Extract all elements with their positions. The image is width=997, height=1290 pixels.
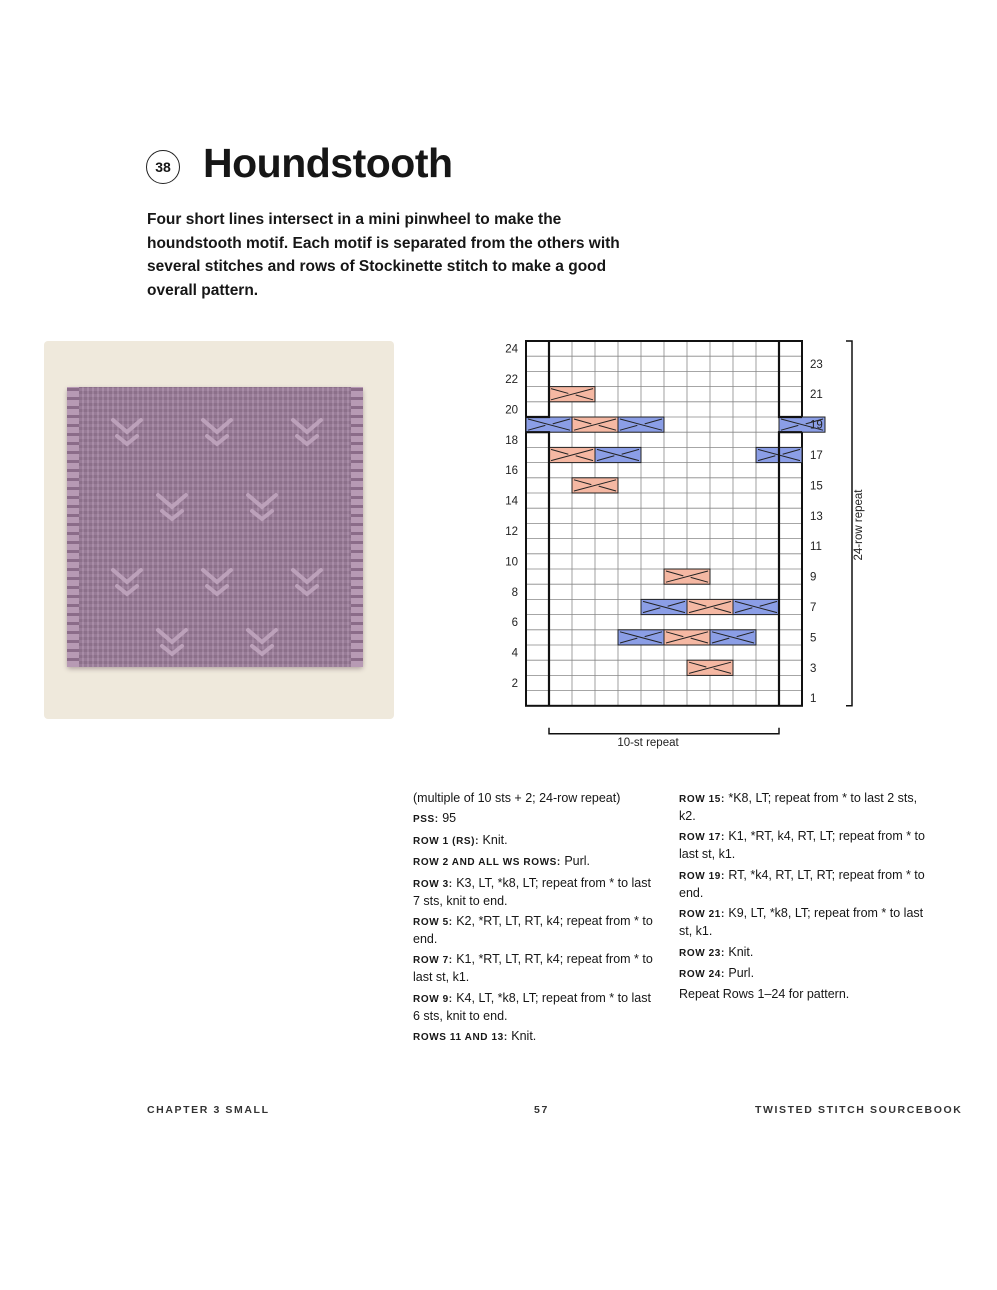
instruction-label: ROW 15:	[679, 794, 725, 805]
instruction-label: ROW 24:	[679, 968, 725, 980]
instruction-text: *K8, LT; repeat from * to last 2 sts, k2.	[679, 791, 918, 823]
instruction-text: Knit.	[511, 1029, 537, 1044]
instruction-line	[413, 1028, 658, 1046]
row-number-right: 13	[810, 510, 823, 523]
swatch-motif	[203, 420, 231, 432]
horizontal-repeat-label: 10-st repeat	[617, 737, 679, 749]
instruction-line	[679, 790, 929, 825]
swatch-motifs	[67, 387, 363, 667]
vertical-repeat-label: 24-row repeat	[853, 489, 865, 561]
swatch-motif	[113, 570, 141, 582]
instruction-label: ROW 23:	[679, 947, 725, 959]
footer-book-title: TWISTED STITCH SOURCEBOOK	[755, 1104, 963, 1116]
instruction-line	[679, 905, 929, 940]
right-twist-symbol	[526, 417, 572, 432]
page-title: Houndstooth	[203, 140, 453, 186]
instruction-line	[413, 832, 658, 850]
instruction-label: ROW 19:	[679, 870, 725, 882]
swatch-motif	[117, 586, 137, 594]
swatch-motif	[248, 495, 276, 507]
right-twist-symbol	[595, 447, 641, 462]
instruction-text: Knit.	[728, 944, 754, 959]
footer-page-number: 57	[534, 1104, 549, 1116]
instruction-text: RT, *k4, RT, LT, RT; repeat from * to end.	[679, 867, 925, 900]
swatch-motif	[252, 511, 272, 519]
swatch-motif	[293, 420, 321, 432]
instruction-text: K2, *RT, LT, RT, k4; repeat from * to end.	[413, 913, 653, 946]
instruction-label: ROW 3:	[413, 878, 453, 890]
pattern-number-badge	[146, 150, 180, 184]
swatch-motif	[162, 511, 182, 519]
instruction-text: (multiple of 10 sts + 2; 24-row repeat)	[413, 791, 621, 805]
row-number-right: 7	[810, 602, 817, 614]
row-number-left: 14	[505, 495, 518, 508]
instruction-text: K1, *RT, k4, RT, LT; repeat from * to last st, k1.	[679, 829, 925, 862]
left-twist-symbol	[664, 630, 710, 645]
instruction-text: Purl.	[564, 854, 591, 869]
row-number-left: 6	[511, 617, 518, 630]
instruction-line	[679, 986, 929, 1003]
swatch-photo	[44, 341, 394, 719]
left-twist-symbol	[572, 478, 618, 493]
left-twist-symbol	[664, 569, 710, 584]
row-number-left: 12	[505, 526, 518, 538]
instruction-line	[413, 951, 658, 986]
instruction-label: ROW 1 (RS):	[413, 835, 480, 847]
row-number-right: 9	[810, 571, 817, 584]
instruction-label: ROW 2 AND ALL WS ROWS:	[413, 857, 561, 869]
row-number-right: 5	[810, 632, 817, 645]
swatch-motif	[252, 646, 272, 654]
instruction-text: Knit.	[482, 832, 508, 847]
row-number-right: 19	[810, 419, 823, 432]
right-twist-symbol	[618, 417, 664, 432]
swatch-motif	[248, 630, 276, 642]
swatch-motif	[113, 420, 141, 432]
left-twist-symbol	[549, 387, 595, 402]
right-twist-symbol	[710, 630, 756, 645]
row-number-right: 15	[810, 480, 823, 493]
instruction-text: Repeat Rows 1–24 for pattern.	[679, 987, 850, 1002]
instruction-line	[679, 944, 929, 962]
left-twist-symbol	[687, 599, 733, 614]
row-number-left: 16	[505, 465, 518, 478]
right-twist-symbol	[733, 599, 779, 614]
intro-paragraph: Four short lines intersect in a mini pinwheel to make the houndstooth motif. Each motif is separated from the others with several stitches and rows of Stockinette stitch to make a good overall pattern.	[147, 211, 620, 299]
swatch-motif	[207, 436, 227, 444]
swatch-motif	[297, 436, 317, 444]
right-twist-symbol	[641, 599, 687, 614]
swatch-motif	[117, 436, 137, 444]
instruction-label: ROW 21:	[679, 909, 725, 921]
row-number-left: 20	[505, 404, 518, 417]
instructions-column-2	[679, 790, 929, 1007]
row-number-right: 23	[810, 358, 823, 371]
instruction-label: PSS:	[413, 814, 439, 826]
instruction-label: ROW 17:	[679, 832, 725, 844]
swatch-motif	[297, 586, 317, 594]
horizontal-repeat-bracket	[549, 728, 779, 734]
stitch-chart	[490, 330, 870, 755]
row-number-right: 17	[810, 450, 823, 462]
instructions-column-1	[413, 790, 658, 1050]
instruction-text: Purl.	[728, 965, 755, 980]
row-number-right: 3	[810, 662, 817, 675]
knitted-swatch	[67, 387, 363, 667]
instruction-line	[679, 867, 929, 902]
instruction-text: K9, LT, *k8, LT; repeat from * to last st, k1.	[679, 906, 924, 939]
instruction-label: ROW 5:	[413, 916, 453, 928]
swatch-motif	[158, 630, 186, 642]
row-number-left: 2	[511, 678, 518, 690]
instruction-label: ROWS 11 AND 13:	[413, 1032, 508, 1044]
swatch-motif	[203, 570, 231, 582]
swatch-motif	[158, 495, 186, 507]
row-number-right: 1	[810, 693, 817, 706]
instruction-label: ROW 9:	[413, 993, 453, 1005]
row-number-left: 10	[505, 556, 518, 569]
footer-chapter: CHAPTER 3 SMALL	[147, 1104, 270, 1116]
instruction-line	[679, 828, 929, 863]
left-twist-symbol	[549, 447, 595, 462]
instruction-text: K4, LT, *k8, LT; repeat from * to last 6 sts, knit to end.	[413, 990, 651, 1023]
right-twist-symbol	[618, 630, 664, 645]
instruction-label: ROW 7:	[413, 955, 453, 967]
instruction-line	[413, 810, 658, 828]
row-number-left: 24	[505, 343, 518, 356]
instruction-text: K3, LT, *k8, LT; repeat from * to last 7 sts, knit to end.	[413, 875, 651, 908]
row-number-left: 8	[511, 586, 518, 599]
row-number-right: 11	[810, 541, 822, 554]
row-number-left: 18	[505, 434, 518, 447]
swatch-motif	[207, 586, 227, 594]
row-number-left: 22	[505, 374, 518, 386]
instruction-line	[413, 913, 658, 948]
vertical-repeat-bracket	[846, 341, 852, 706]
row-number-right: 21	[810, 389, 823, 402]
instruction-text: K1, *RT, LT, RT, k4; repeat from * to last st, k1.	[413, 952, 653, 985]
instruction-line	[413, 853, 658, 871]
left-twist-symbol	[687, 660, 733, 675]
swatch-motif	[293, 570, 321, 582]
pattern-number: 38	[155, 159, 171, 175]
row-number-left: 4	[511, 647, 518, 660]
instruction-text: 95	[442, 811, 457, 826]
instruction-line	[413, 875, 658, 910]
left-twist-symbol	[572, 417, 618, 432]
instruction-line	[413, 990, 658, 1025]
instruction-line	[413, 790, 658, 807]
swatch-motif	[162, 646, 182, 654]
instruction-line	[679, 965, 929, 983]
